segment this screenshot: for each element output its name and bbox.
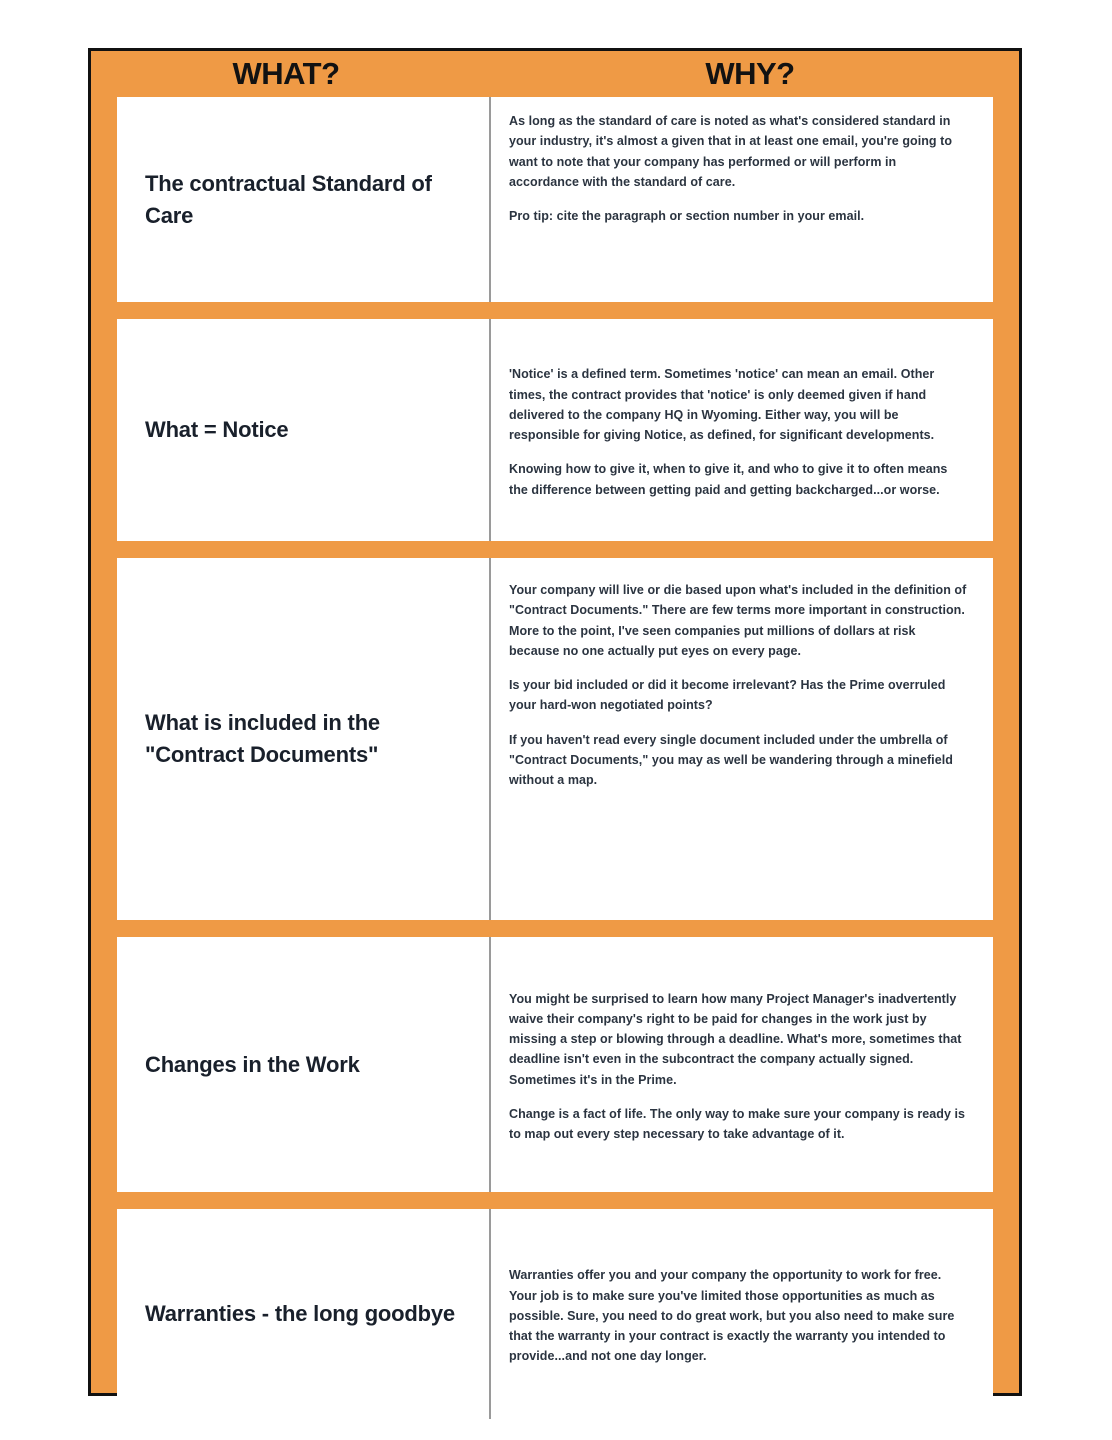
cell-why <box>491 937 993 1192</box>
cell-what <box>117 319 491 541</box>
what-label: Warranties - the long goodbye <box>145 1301 455 1327</box>
cell-why <box>491 1209 993 1419</box>
cell-what <box>117 1209 491 1419</box>
table-row <box>117 937 993 1192</box>
why-paragraph: Is your bid included or did it become irrelevant? Has the Prime overruled your hard-won negotiated points? <box>509 678 946 713</box>
why-paragraph: Pro tip: cite the paragraph or section number in your email. <box>509 209 865 223</box>
why-paragraph: Change is a fact of life. The only way to make sure your company is ready is to map out every step necessary to take advantage of it. <box>509 1106 966 1142</box>
what-label: The contractual Standard of Care <box>145 170 432 228</box>
table-header-row <box>91 51 1019 97</box>
what-label: What is included in the "Contract Documents" <box>145 710 380 767</box>
column-header-why: WHY? <box>705 56 795 91</box>
why-paragraph: Knowing how to give it, when to give it, and who to give it to often means the difference between getting paid and getting backcharged...or worse. <box>509 462 948 497</box>
table-row <box>117 319 993 541</box>
why-paragraph: As long as the standard of care is noted as what's considered standard in your industry, it's almost a given that in at least one email, you're going to want to note that your company has performed or will perform in accordance with the standard of care. <box>509 114 953 189</box>
cell-why <box>491 97 993 302</box>
what-why-table <box>91 51 1019 1393</box>
why-paragraph: Warranties offer you and your company the opportunity to work for free. Your job is to make sure you've limited those opportunities as much as possible. Sure, you need to do great work, but you also need to make sure that the warranty in your contract is exactly the warranty you intended to provide...and not one day longer. <box>509 1268 955 1364</box>
cell-what <box>117 558 491 920</box>
why-paragraph: 'Notice' is a defined term. Sometimes 'notice' can mean an email. Other times, the contract provides that 'notice' is only deemed given if hand delivered to the company HQ in Wyoming. Either way, you will be responsible for giving Notice, as defined, for significant developments. <box>509 367 935 442</box>
table-row <box>117 97 993 302</box>
cell-why <box>491 558 993 920</box>
table-row <box>117 558 993 920</box>
column-header-what: WHAT? <box>232 56 340 91</box>
document-page <box>88 48 1022 1396</box>
cell-what <box>117 937 491 1192</box>
what-label: Changes in the Work <box>145 1051 360 1077</box>
why-paragraph: Your company will live or die based upon what's included in the definition of "Contract Documents." There are few terms more important in construction. More to the point, I've seen companies put millions of dollars at risk because no one actually put eyes on every page. <box>509 583 967 658</box>
cell-why <box>491 319 993 541</box>
why-paragraph: You might be surprised to learn how many Project Manager's inadvertently waive their company's right to be paid for changes in the work just by missing a step or blowing through a deadline. What's more, sometimes that deadline isn't even in the subcontract the company actually signed. Sometimes it's in the Prime. <box>509 991 962 1087</box>
what-label: What = Notice <box>145 417 289 443</box>
cell-what <box>117 97 491 302</box>
why-paragraph: If you haven't read every single document included under the umbrella of "Contract Documents," you may as well be wandering through a minefield without a map. <box>509 732 953 787</box>
table-body <box>91 97 1019 1433</box>
table-row <box>117 1209 993 1419</box>
